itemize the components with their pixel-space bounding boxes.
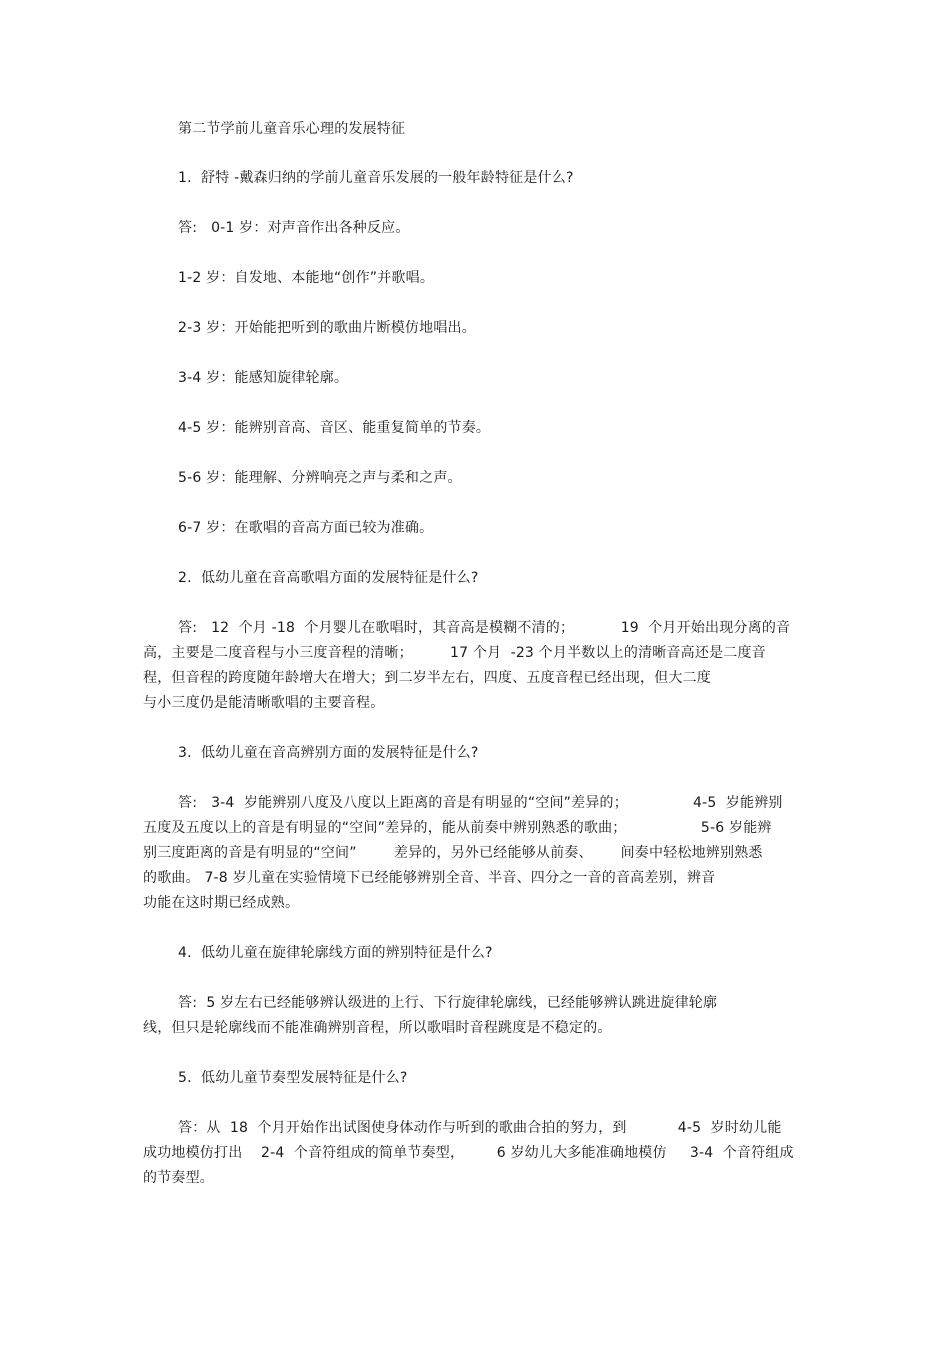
question-2: 2. 低幼儿童在音高歌唱方面的发展特征是什么? — [178, 570, 479, 586]
answer-5-line: 答：从 18 个月开始作出试图使身体动作与听到的歌曲合拍的努力，到 4-5 岁时幼儿能 — [178, 1120, 782, 1136]
answer-1-age-line: 4-5 岁：能辨别音高、音区、能重复简单的节奏。 — [178, 420, 491, 436]
answer-4-line: 答: 5 岁左右已经能够辨认级进的上行、下行旋律轮廓线，已经能够辨认跳进旋律轮廓 — [178, 995, 718, 1011]
question-3: 3. 低幼儿童在音高辨别方面的发展特征是什么? — [178, 745, 479, 761]
answer-3-line: 别三度距离的音是有明显的“空间” 差异的，另外已经能够从前奏、 间奏中轻松地辨别熟悉 — [143, 845, 763, 861]
question-1: 1. 舒特 -戴森归纳的学前儿童音乐发展的一般年龄特征是什么? — [178, 170, 574, 186]
answer-3-line: 五度及五度以上的音是有明显的“空间”差异的，能从前奏中辨别熟悉的歌曲； 5-6 岁能辨 — [143, 820, 772, 836]
answer-1-age-line: 1-2 岁：自发地、本能地“创作”并歌唱。 — [178, 270, 435, 286]
answer-3-line: 的歌曲。 7-8 岁儿童在实验情境下已经能够辨别全音、半音、四分之一音的音高差别，辨音 — [143, 870, 716, 886]
answer-2-line: 高，主要是二度音程与小三度音程的清晰； 17 个月 -23 个月半数以上的清晰音高还是二度音 — [143, 645, 766, 661]
answer-4-line: 线，但只是轮廓线而不能准确辨别音程，所以歌唱时音程跳度是不稳定的。 — [143, 1020, 612, 1036]
answer-5-line: 的节奏型。 — [143, 1170, 214, 1186]
answer-3-line: 功能在这时期已经成熟。 — [143, 895, 300, 911]
answer-2-line: 程，但音程的跨度随年龄增大在增大；到二岁半左右，四度、五度音程已经出现，但大二度 — [143, 670, 711, 686]
answer-2-line: 答: 12 个月 -18 个月婴儿在歌唱时，其音高是模糊不清的； 19 个月开始出现分离的音 — [178, 620, 791, 636]
question-4: 4. 低幼儿童在旋律轮廓线方面的辨别特征是什么? — [178, 945, 493, 961]
question-5: 5. 低幼儿童节奏型发展特征是什么? — [178, 1070, 408, 1086]
answer-2-line: 与小三度仍是能清晰歌唱的主要音程。 — [143, 695, 385, 711]
answer-5-line: 成功地模仿打出 2-4 个音符组成的简单节奏型， 6 岁幼儿大多能准确地模仿 3-4 个音符组成 — [143, 1145, 794, 1161]
answer-1-age-line: 5-6 岁：能理解、分辨响亮之声与柔和之声。 — [178, 470, 462, 486]
answer-1-age-line: 3-4 岁：能感知旋律轮廓。 — [178, 370, 349, 386]
answer-1-intro: 答: 0-1 岁：对声音作出各种反应。 — [178, 220, 410, 236]
answer-1-age-line: 6-7 岁：在歌唱的音高方面已较为准确。 — [178, 520, 434, 536]
answer-1-age-line: 2-3 岁：开始能把听到的歌曲片断模仿地唱出。 — [178, 320, 476, 336]
answer-3-line: 答: 3-4 岁能辨别八度及八度以上距离的音是有明显的“空间”差异的； 4-5 岁能辨别 — [178, 795, 783, 811]
section-title: 第二节学前儿童音乐心理的发展特征 — [178, 121, 406, 137]
